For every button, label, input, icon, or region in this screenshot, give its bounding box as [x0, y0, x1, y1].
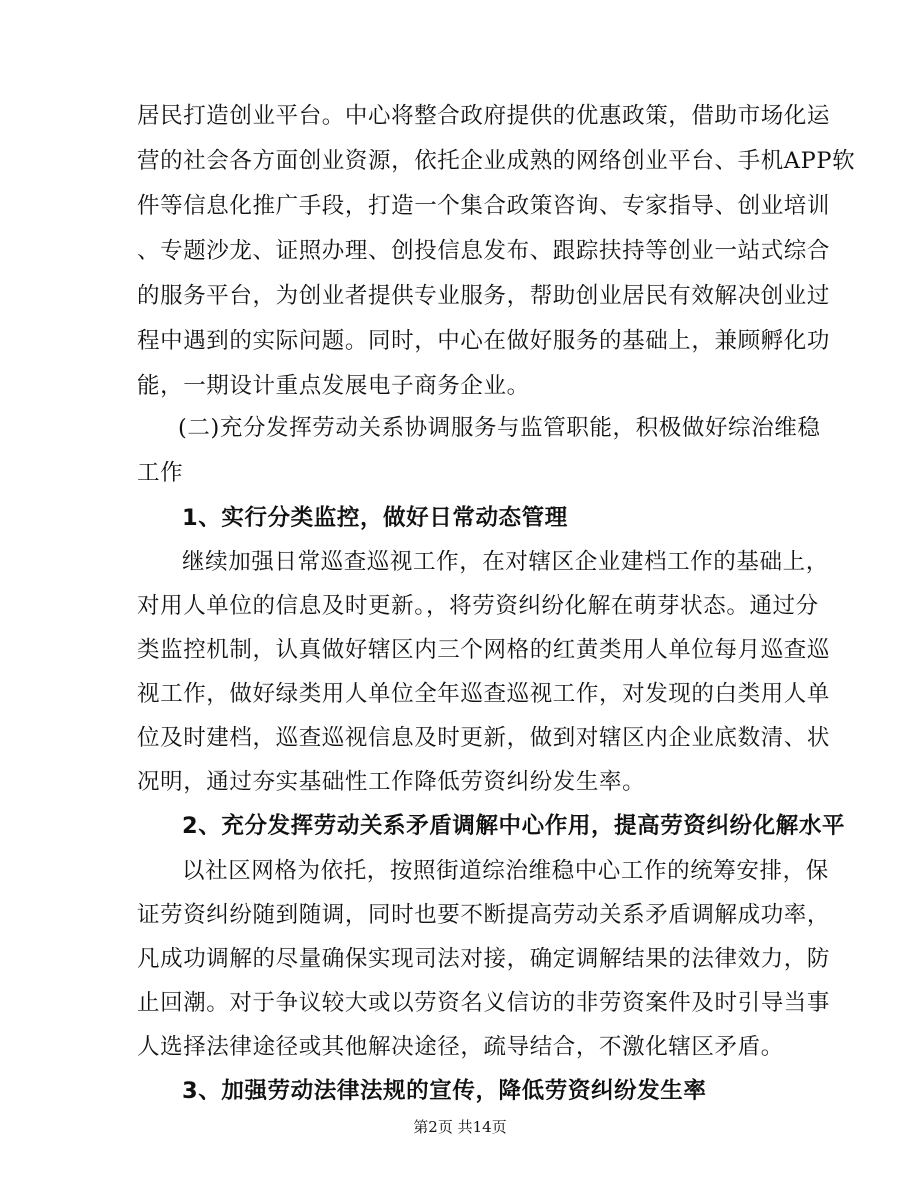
- page-number: 第2页 共14页: [413, 1118, 507, 1136]
- heading-1: 1、实行分类监控，做好日常动态管理: [182, 505, 568, 531]
- body-text-line: 居民打造创业平台。中心将整合政府提供的优惠政策，借助市场化运: [137, 103, 831, 129]
- body-text-line: 件等信息化推广手段，打造一个集合政策咨询、专家指导、创业培训: [137, 193, 831, 219]
- body-text-line: 、专题沙龙、证照办理、创投信息发布、跟踪扶持等创业一站式综合: [137, 238, 831, 264]
- section-title: (二)充分发挥劳动关系协调服务与监管职能，积极做好综治维稳: [178, 415, 821, 441]
- body-text-line: 营的社会各方面创业资源，依托企业成熟的网络创业平台、手机APP软: [137, 148, 856, 174]
- body-text-line: 视工作，做好绿类用人单位全年巡查巡视工作，对发现的白类用人单: [137, 681, 831, 707]
- body-text-line: 证劳资纠纷随到随调，同时也要不断提高劳动关系矛盾调解成功率，: [137, 902, 831, 928]
- body-text-line: 位及时建档，巡查巡视信息及时更新，做到对辖区内企业底数清、状: [137, 725, 831, 751]
- section-title-continuation: 工作: [137, 460, 184, 486]
- body-text-line: 的服务平台，为创业者提供专业服务，帮助创业居民有效解决创业过: [137, 283, 831, 309]
- body-text-line: 程中遇到的实际问题。同时，中心在做好服务的基础上，兼顾孵化功: [137, 328, 831, 354]
- body-text-line: 止回潮。对于争议较大或以劳资名义信访的非劳资案件及时引导当事: [137, 990, 831, 1016]
- body-text-line: 以社区网格为依托，按照街道综治维稳中心工作的统筹安排，保: [182, 858, 829, 884]
- heading-2: 2、充分发挥劳动关系矛盾调解中心作用，提高劳资纠纷化解水平: [182, 813, 846, 839]
- body-text-line: 人选择法律途径或其他解决途径，疏导结合，不激化辖区矛盾。: [137, 1034, 784, 1060]
- body-text-line: 继续加强日常巡查巡视工作，在对辖区企业建档工作的基础上，: [182, 549, 829, 575]
- body-text-line: 能，一期设计重点发展电子商务企业。: [137, 373, 530, 399]
- body-text-line: 对用人单位的信息及时更新。，将劳资纠纷化解在萌芽状态。通过分: [137, 593, 819, 619]
- body-text-line: 类监控机制，认真做好辖区内三个网格的红黄类用人单位每月巡查巡: [137, 637, 831, 663]
- heading-3: 3、加强劳动法律法规的宣传，降低劳资纠纷发生率: [182, 1078, 707, 1104]
- body-text-line: 况明，通过夯实基础性工作降低劳资纠纷发生率。: [137, 769, 646, 795]
- body-text-line: 凡成功调解的尽量确保实现司法对接，确定调解结果的法律效力，防: [137, 946, 831, 972]
